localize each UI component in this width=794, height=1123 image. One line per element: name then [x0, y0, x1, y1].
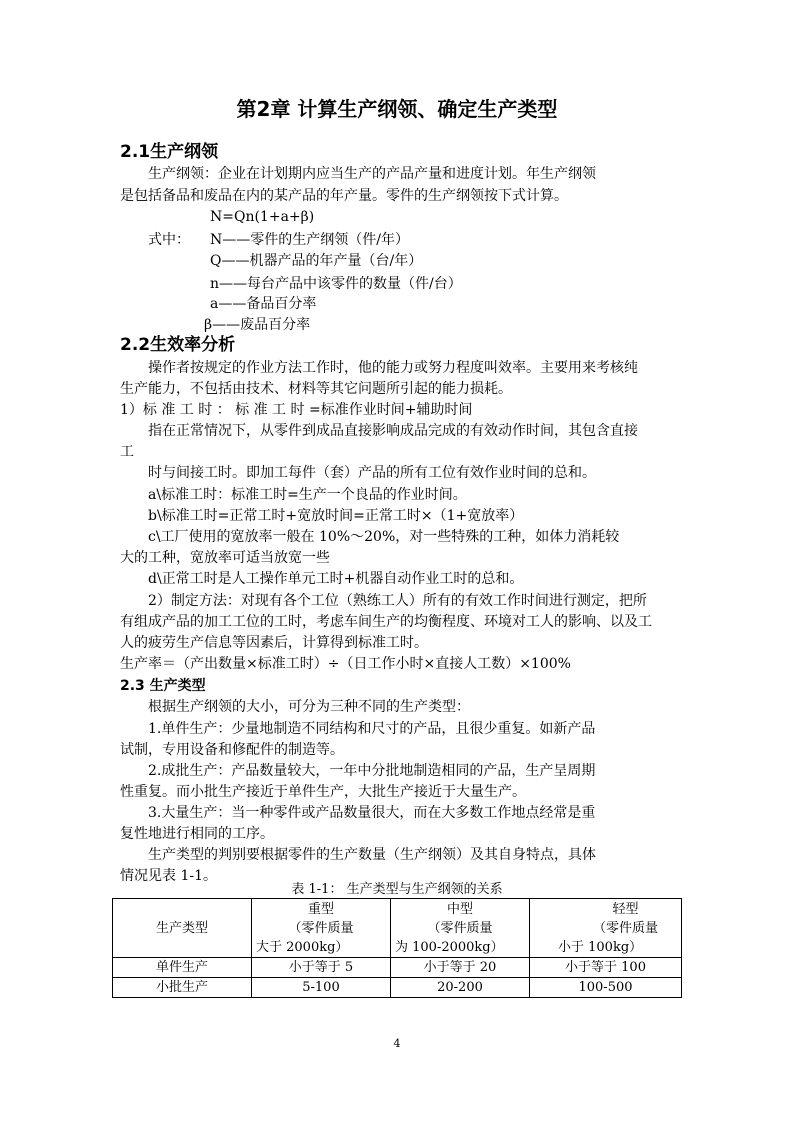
header-light-range: 小于 100kg）	[558, 939, 643, 955]
chapter-title: 第2章 计算生产纲领、确定生产类型	[236, 97, 558, 121]
method-item-cont: 人的疲劳生产信息等因素后，计算得到标准工时。	[120, 635, 428, 651]
point-c-cont: 大的工种，宽放率可适当放宽一些	[120, 550, 330, 566]
row-light-value: 100-500	[530, 978, 682, 998]
type-batch: 2.成批生产：产品数量较大，一年中分批地制造相同的产品，生产呈周期	[148, 763, 596, 779]
s23-intro: 根据生产纲领的大小，可分为三种不同的生产类型：	[148, 699, 470, 715]
header-medium	[391, 899, 530, 958]
s22-paragraph-line: 工	[120, 444, 134, 460]
type-single-cont: 试制，专用设备和修配件的制造等。	[120, 742, 344, 758]
point-d: d\正常工时是人工操作单元工时+机器自动作业工时的总和。	[148, 571, 524, 587]
type-mass-cont: 复性地进行相同的工序。	[120, 826, 274, 842]
table-header-row	[113, 899, 682, 958]
production-formula: N=Qn(1+a+β)	[210, 209, 315, 225]
header-heavy-range: 大于 2000kg）	[256, 939, 349, 955]
header-heavy	[252, 899, 391, 958]
s22-paragraph-line: 生产能力，不包括由技术、材料等其它问题所引起的能力损耗。	[120, 381, 512, 397]
definition-n: N——零件的生产纲领（件/年）	[210, 232, 409, 248]
header-heavy-title: 重型	[307, 901, 334, 917]
header-heavy-note: （零件质量	[288, 920, 354, 936]
method-item-cont: 有组成产品的加工工位的工时，考虑车间生产的均衡程度、环境对工人的影响、以及工	[120, 614, 652, 630]
s22-paragraph-line: 操作者按规定的作业方法工作时，他的能力或努力程度叫效率。主要用来考核纯	[148, 360, 638, 376]
point-b: b\标准工时=正常工时+宽放时间=正常工时×（1+宽放率）	[148, 508, 524, 524]
header-light-note: （零件质量	[592, 920, 658, 936]
productivity-formula: 生产率＝（产出数量×标准工时）÷（日工作小时×直接人工数）×100%	[120, 656, 571, 672]
type-single: 1.单件生产：少量地制造不同结构和尺寸的产品，且很少重复。如新产品	[148, 721, 596, 737]
s23-closing: 生产类型的判别要根据零件的生产数量（生产纲领）及其自身特点，具体	[148, 847, 596, 863]
page-number: 4	[393, 1037, 401, 1050]
section-2-3-heading: 2.3 生产类型	[120, 678, 206, 694]
s22-paragraph-line: 指在正常情况下，从零件到成品直接影响成品完成的有效动作时间，其包含直接	[148, 423, 638, 439]
definition-beta: β——废品百分率	[204, 317, 311, 333]
where-label: 式中：	[148, 232, 190, 248]
point-a: a\标准工时：标准工时=生产一个良品的作业时间。	[148, 487, 467, 503]
table-caption: 表 1-1： 生产类型与生产纲领的关系	[291, 882, 503, 897]
s22-paragraph-line: 时与间接工时。即加工每件（套）产品的所有工位有效作业时间的总和。	[148, 465, 596, 481]
definition-q: Q——机器产品的年产量（台/年）	[210, 253, 423, 269]
row-type: 单件生产	[113, 958, 252, 978]
type-batch-cont: 性重复。而小批生产接近于单件生产，大批生产接近于大量生产。	[120, 784, 526, 800]
row-type: 小批生产	[113, 978, 252, 998]
table-row	[113, 958, 682, 978]
s21-paragraph-line: 生产纲领：企业在计划期内应当生产的产品产量和进度计划。年生产纲领	[148, 166, 596, 182]
table-row	[113, 978, 682, 998]
section-2-2-heading: 2.2生效率分析	[120, 335, 236, 355]
s21-paragraph-line: 是包括备品和废品在内的某产品的年产量。零件的生产纲领按下式计算。	[120, 188, 568, 204]
header-light	[530, 899, 682, 958]
point-c: c\工厂使用的宽放率一般在 10%～20%，对一些特殊的工种，如体力消耗较	[148, 529, 620, 545]
section-2-1-heading: 2.1生产纲领	[120, 142, 219, 162]
row-light-value: 小于等于 100	[530, 958, 682, 978]
header-production-type: 生产类型	[113, 899, 252, 958]
row-heavy-value: 5-100	[252, 978, 391, 998]
header-medium-range: 为 100-2000kg）	[395, 939, 504, 955]
header-medium-note: （零件质量	[427, 920, 493, 936]
type-mass: 3.大量生产：当一种零件或产品数量很大，而在大多数工作地点经常是重	[148, 805, 596, 821]
s23-closing-cont: 情况见表 1-1。	[120, 868, 217, 884]
row-medium-value: 小于等于 20	[391, 958, 530, 978]
header-light-title: 轻型	[612, 901, 639, 917]
definition-a: a——备品百分率	[210, 296, 317, 312]
row-heavy-value: 小于等于 5	[252, 958, 391, 978]
standard-time-item: 1）标 准 工 时 ： 标 准 工 时 =标准作业时间+辅助时间	[120, 402, 473, 418]
row-medium-value: 20-200	[391, 978, 530, 998]
header-medium-title: 中型	[446, 901, 473, 917]
production-type-table	[112, 898, 682, 998]
definition-small-n: n——每台产品中该零件的数量（件/台）	[210, 276, 462, 292]
method-item: 2）制定方法：对现有各个工位（熟练工人）所有的有效工作时间进行测定，把所	[148, 593, 647, 609]
